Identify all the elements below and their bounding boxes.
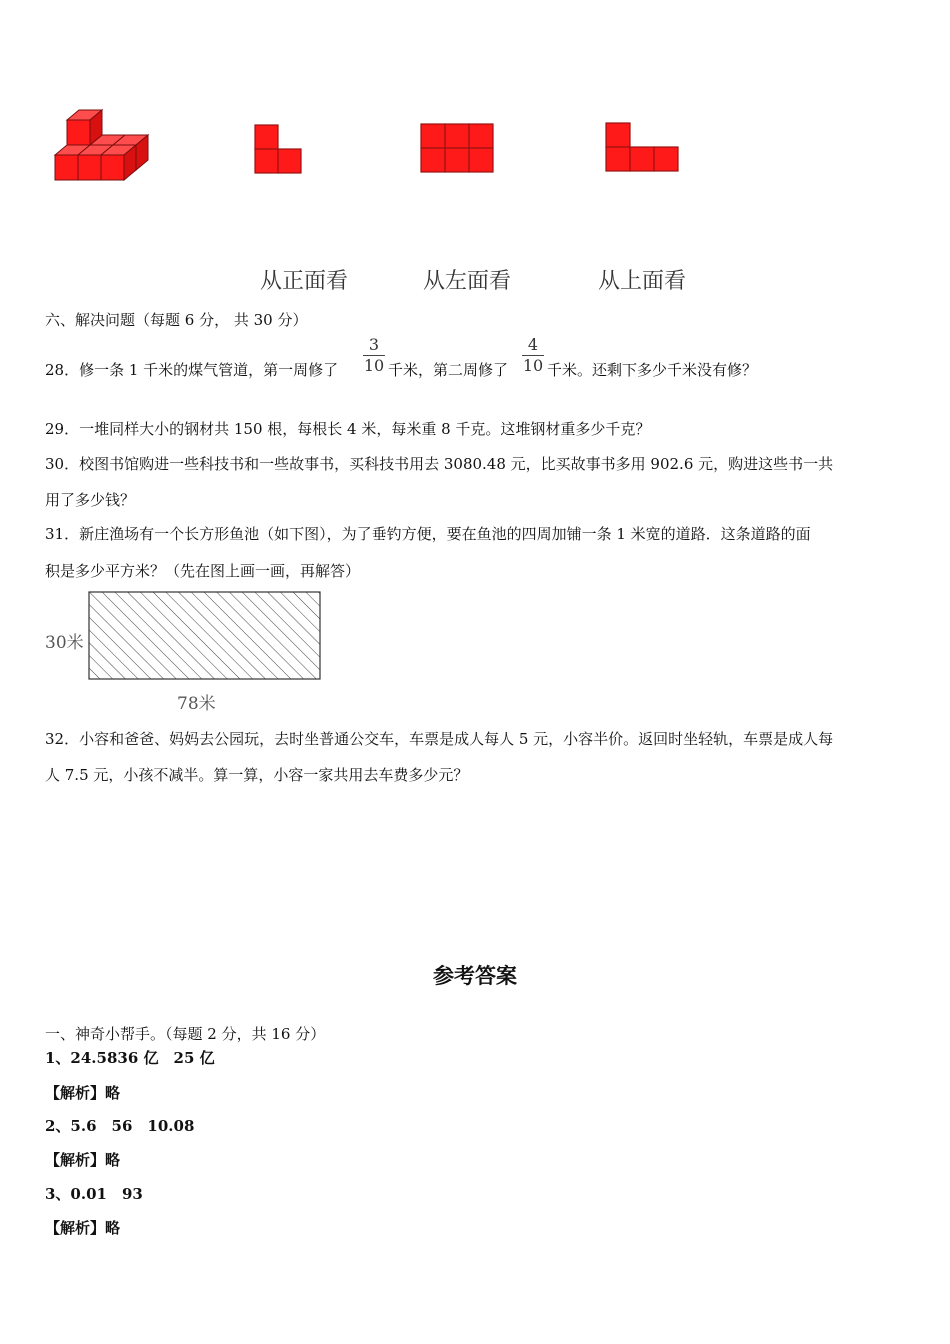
q28-fraction-1 xyxy=(363,336,385,375)
q28-fraction-2 xyxy=(522,336,544,375)
pond-height-label: 30米 xyxy=(45,633,84,653)
answer-3: 3、0.01 93 xyxy=(45,1185,143,1203)
fraction-numerator: 3 xyxy=(368,335,380,354)
fraction-denominator: 10 xyxy=(363,356,385,375)
front-view-label: 从正面看 xyxy=(260,269,349,294)
cube-stack-figure xyxy=(55,110,148,180)
answer-2-note: 【解析】略 xyxy=(45,1151,121,1169)
q31-line1: 31．新庄渔场有一个长方形鱼池（如下图），为了垂钓方便，要在鱼池的四周加铺一条 1 米宽的道路．这条道路的面 xyxy=(45,525,811,543)
q29-text: 29．一堆同样大小的钢材共 150 根，每根长 4 米，每米重 8 千克。这堆钢材重多少千克？ xyxy=(45,420,651,438)
left-view-drawing xyxy=(421,124,493,172)
pond-width-label: 78米 xyxy=(177,694,216,714)
answers-section1-heading: 一、神奇小帮手。（每题 2 分，共 16 分） xyxy=(45,1025,326,1043)
answer-2: 2、5.6 56 10.08 xyxy=(45,1117,195,1135)
q28-part2: 千米，第二周修了 xyxy=(388,361,509,379)
q32-line2: 人 7.5 元，小孩不减半。算一算，小容一家共用去车费多少元？ xyxy=(45,766,469,784)
top-view-label: 从上面看 xyxy=(598,269,687,294)
answer-1-note: 【解析】略 xyxy=(45,1084,121,1102)
q31-line2: 积是多少平方米？（先在图上画一画，再解答） xyxy=(45,562,361,580)
answers-title: 参考答案 xyxy=(433,964,517,988)
q28-part3: 千米。还剩下多少千米没有修？ xyxy=(547,361,758,379)
q30-line2: 用了多少钱？ xyxy=(45,491,136,509)
fraction-numerator: 4 xyxy=(527,335,539,354)
fraction-denominator: 10 xyxy=(522,356,544,375)
views-figure xyxy=(40,100,760,200)
q30-line1: 30．校图书馆购进一些科技书和一些故事书，买科技书用去 3080.48 元，比买故事书多用 902.6 元，购进这些书一共 xyxy=(45,455,834,473)
answer-3-note: 【解析】略 xyxy=(45,1219,121,1237)
section6-heading: 六、解决问题（每题 6 分， 共 30 分） xyxy=(45,311,308,329)
left-view-label: 从左面看 xyxy=(423,269,512,294)
q32-line1: 32．小容和爸爸、妈妈去公园玩，去时坐普通公交车，车票是成人每人 5 元，小容半价。返回时坐轻轨，车票是成人每 xyxy=(45,730,834,748)
top-view-drawing xyxy=(606,123,678,171)
answer-1: 1、24.5836 亿 25 亿 xyxy=(45,1049,215,1067)
front-view-drawing xyxy=(255,125,301,173)
q28-part1: 28．修一条 1 千米的煤气管道，第一周修了 xyxy=(45,361,339,379)
fish-pond-rectangle xyxy=(88,591,322,681)
